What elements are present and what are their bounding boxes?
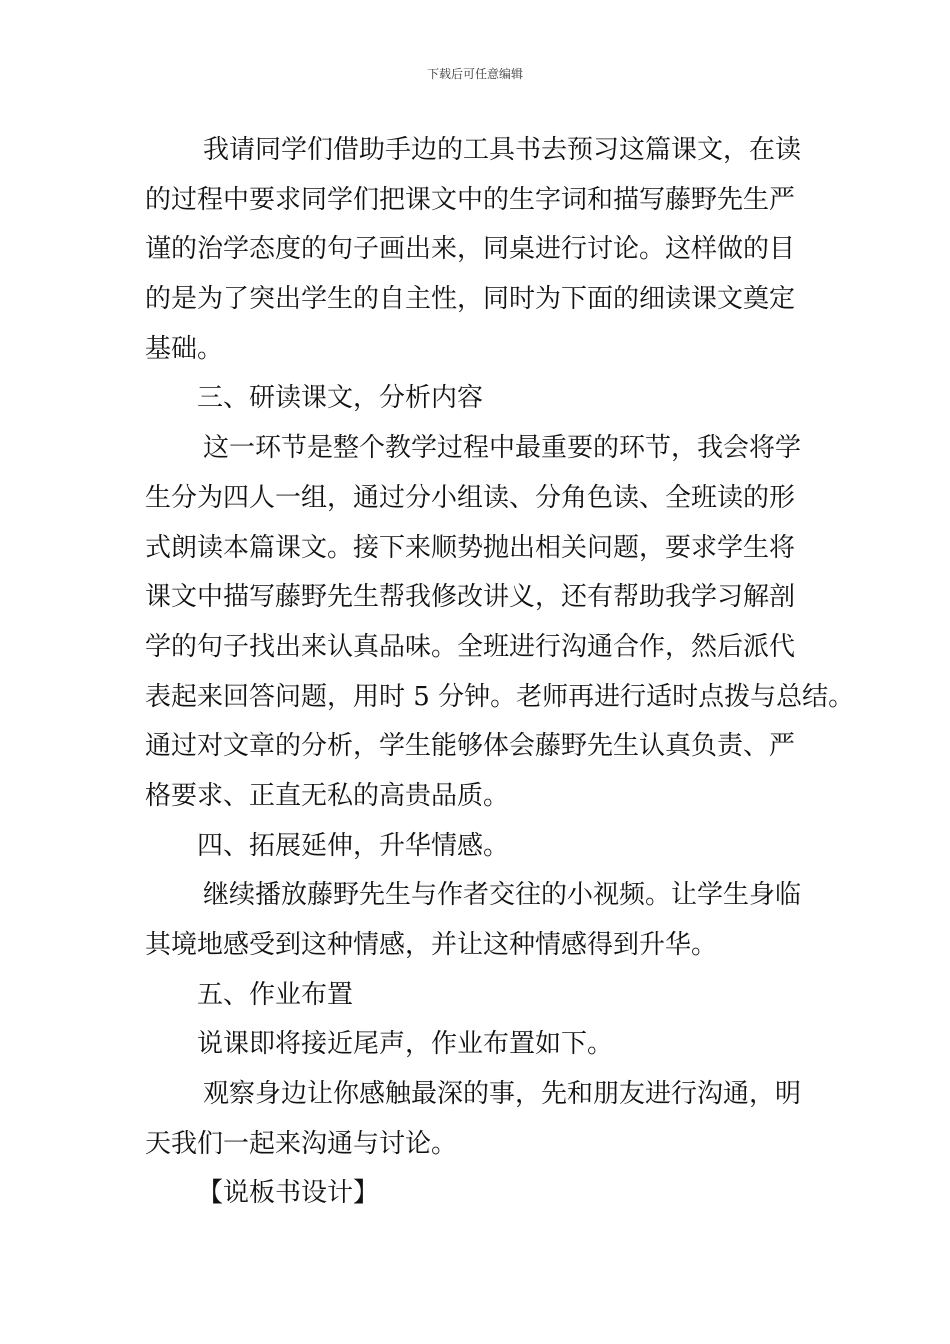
section-heading: 四、拓展延伸，升华情感。 (197, 830, 510, 861)
section-heading: 三、研读课文，分析内容 (197, 383, 484, 414)
section-heading: 五、作业布置 (197, 979, 354, 1010)
paragraph-line: 课文中描写藤野先生帮我修改讲义，还有帮助我学习解剖 (145, 582, 796, 613)
paragraph-line: 表起来回答问题，用时 5 分钟。老师再进行适时点拨与总结。 (145, 681, 855, 712)
page-header-note: 下载后可任意编辑 (426, 67, 523, 81)
paragraph-line: 的是为了突出学生的自主性，同时为下面的细读课文奠定 (145, 284, 796, 315)
paragraph-line: 这一环节是整个教学过程中最重要的环节，我会将学 (203, 433, 802, 464)
paragraph-line: 观察身边让你感触最深的事，先和朋友进行沟通，明 (203, 1079, 802, 1110)
paragraph-line: 基础。 (145, 333, 224, 364)
paragraph-line: 通过对文章的分析，学生能够体会藤野先生认真负责、严 (145, 731, 796, 762)
document-body (145, 126, 855, 1219)
paragraph-line: 我请同学们借助手边的工具书去预习这篇课文，在读 (203, 135, 802, 165)
paragraph-line: 其境地感受到这种情感，并让这种情感得到升华。 (145, 930, 718, 960)
paragraph-line: 生分为四人一组，通过分小组读、分角色读、全班读的形 (145, 482, 796, 513)
paragraph-line: 学的句子找出来认真品味。全班进行沟通合作，然后派代 (145, 631, 796, 662)
paragraph-line: 说课即将接近尾声，作业布置如下。 (197, 1029, 614, 1060)
paragraph-line: 的过程中要求同学们把课文中的生字词和描写藤野先生严 (145, 184, 796, 215)
paragraph-line: 天我们一起来沟通与讨论。 (145, 1128, 458, 1159)
paragraph-line: 格要求、正直无私的高贵品质。 (145, 780, 510, 811)
section-heading: 【说板书设计】 (197, 1178, 380, 1209)
paragraph-line: 式朗读本篇课文。接下来顺势抛出相关问题，要求学生将 (145, 532, 796, 563)
paragraph-line: 继续播放藤野先生与作者交往的小视频。让学生身临 (203, 880, 802, 911)
paragraph-line: 谨的治学态度的句子画出来，同桌进行讨论。这样做的目 (145, 234, 796, 265)
